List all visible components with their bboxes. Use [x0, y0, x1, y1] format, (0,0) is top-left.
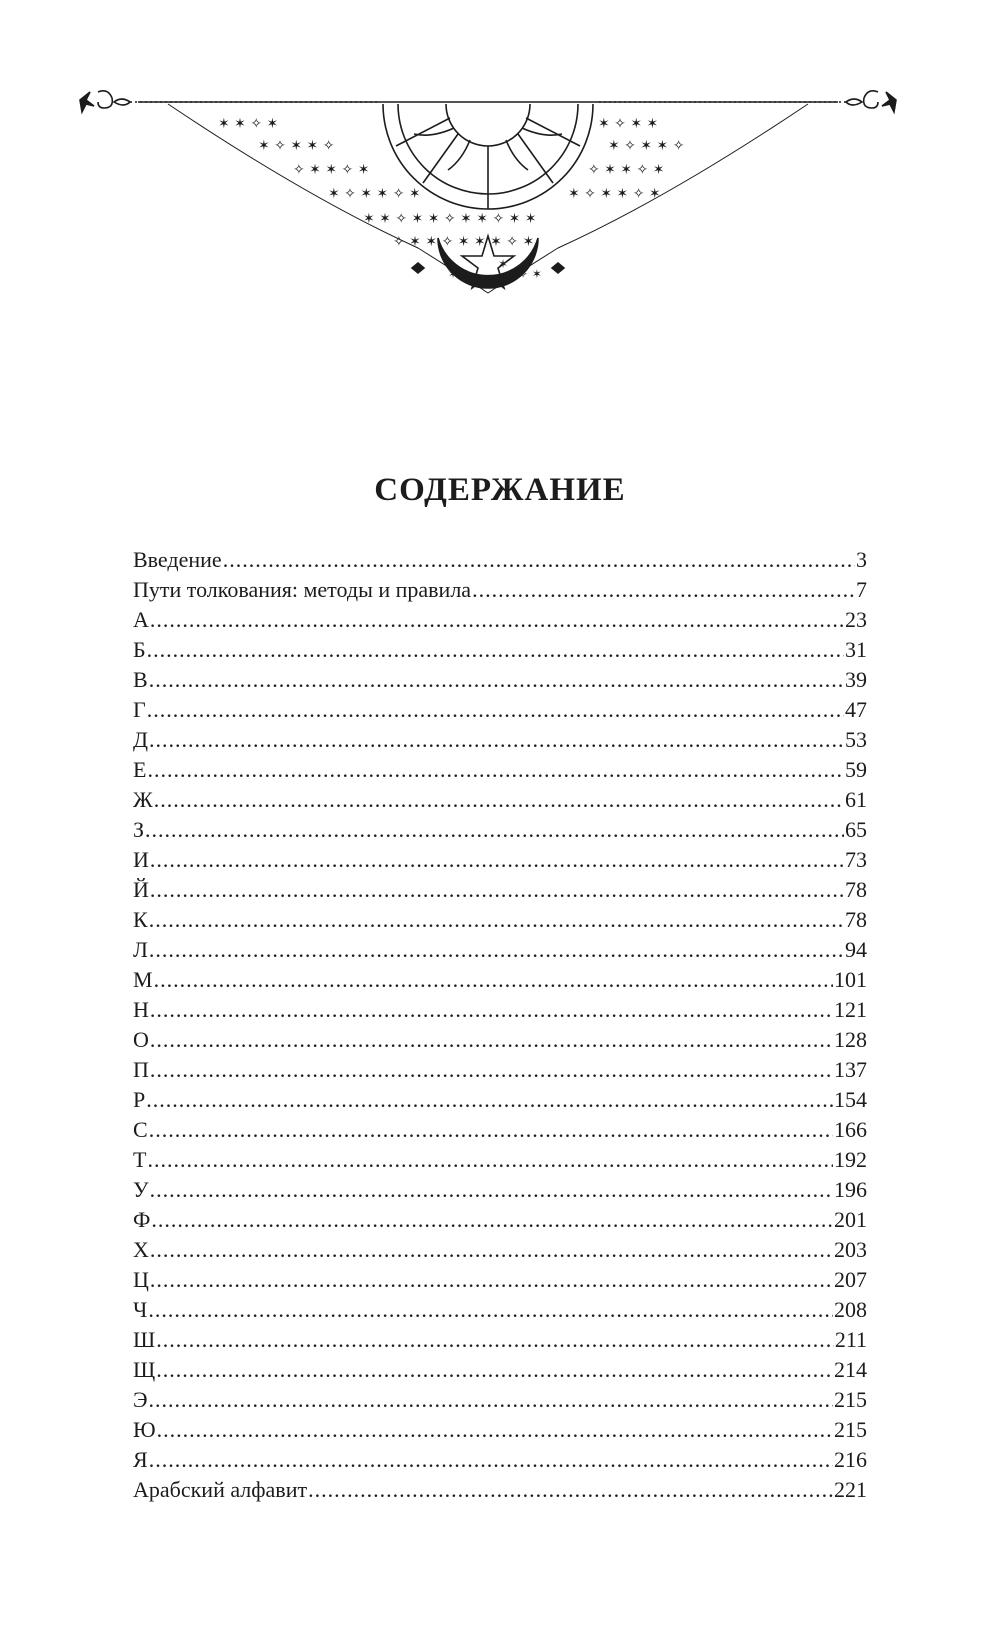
toc-entry-page-number: 154	[834, 1087, 867, 1112]
toc-entry	[133, 665, 867, 695]
dot-leader	[147, 635, 844, 665]
dot-leader	[146, 1085, 833, 1115]
toc-entry-page-number: 215	[834, 1387, 867, 1412]
scattered-stars	[218, 116, 685, 281]
toc-entry	[133, 785, 867, 815]
toc-entry	[133, 1355, 867, 1385]
dot-leader	[147, 695, 844, 725]
dot-leader	[156, 1355, 833, 1385]
toc-entry	[133, 1445, 867, 1475]
toc-entry-title: Ш	[133, 1327, 156, 1352]
toc-entry	[133, 905, 867, 935]
toc-entry-page-number: 78	[845, 877, 867, 902]
dot-leader	[472, 575, 855, 605]
dot-leader	[147, 755, 844, 785]
toc-entry-title: У	[133, 1177, 149, 1202]
dot-leader	[150, 1265, 833, 1295]
svg-text:✧ ✶ ✶ ✧ ✶: ✧ ✶ ✶ ✧ ✶	[293, 162, 370, 178]
toc-title: СОДЕРЖАНИЕ	[374, 472, 626, 508]
toc-entry	[133, 815, 867, 845]
toc-entry-title: М	[133, 967, 153, 992]
toc-entry-page-number: 215	[834, 1417, 867, 1442]
toc-entry	[133, 725, 867, 755]
dot-leader	[154, 785, 844, 815]
toc-entry-title: Пути толкования: методы и правила	[133, 577, 472, 602]
dot-leader	[149, 725, 844, 755]
toc-entry	[133, 965, 867, 995]
toc-list	[133, 545, 867, 1505]
toc-entry	[133, 1475, 867, 1505]
svg-text:✶: ✶	[498, 257, 509, 271]
toc-entry-page-number: 216	[834, 1447, 867, 1472]
toc-entry-title: С	[133, 1117, 148, 1142]
dot-leader	[150, 995, 833, 1025]
toc-entry	[133, 755, 867, 785]
toc-entry	[133, 1115, 867, 1145]
dot-leader	[156, 1325, 834, 1355]
toc-entry-page-number: 39	[845, 667, 867, 692]
toc-entry-title: Н	[133, 997, 149, 1022]
svg-text:✶ ✧ ✶ ✶: ✶ ✧ ✶ ✶	[598, 116, 659, 132]
toc-entry-page-number: 65	[845, 817, 867, 842]
dot-leader	[154, 965, 833, 995]
toc-entry-page-number: 73	[845, 847, 867, 872]
toc-entry-page-number: 211	[834, 1327, 867, 1352]
toc-entry-page-number: 166	[834, 1117, 867, 1142]
svg-text:✧ ✶ ✶ ✧ ✶ ✶ ✶ ✧ ✶: ✧ ✶ ✶ ✧ ✶ ✶ ✶ ✧ ✶	[393, 234, 535, 250]
toc-entry-title: Ц	[133, 1267, 149, 1292]
toc-entry	[133, 1265, 867, 1295]
toc-entry	[133, 935, 867, 965]
toc-entry-title: Е	[133, 757, 147, 782]
toc-entry-page-number: 101	[834, 967, 867, 992]
toc-entry	[133, 635, 867, 665]
toc-entry-title: А	[133, 607, 149, 632]
toc-entry	[133, 1205, 867, 1235]
toc-entry-page-number: 59	[845, 757, 867, 782]
toc-entry	[133, 1025, 867, 1055]
svg-text:✶ ✧ ✶ ✶ ✧ ✶: ✶ ✧ ✶ ✶ ✧ ✶	[328, 186, 421, 202]
svg-text:✶ ✶ ✧ ✶: ✶ ✶ ✧ ✶	[218, 116, 279, 132]
dot-leader	[151, 1205, 833, 1235]
svg-text:✧ ✶ ✶ ✧ ✶: ✧ ✶ ✶ ✧ ✶	[588, 162, 665, 178]
dot-leader	[150, 845, 844, 875]
toc-entry-page-number: 31	[845, 637, 867, 662]
toc-entry-page-number: 201	[834, 1207, 867, 1232]
toc-entry-page-number: 221	[834, 1477, 867, 1502]
toc-entry-page-number: 192	[834, 1147, 867, 1172]
toc-entry-page-number: 53	[845, 727, 867, 752]
svg-text:✶ ✧ ✶ ✶ ✧ ✶: ✶ ✧ ✶ ✶ ✧ ✶	[568, 186, 661, 202]
svg-text:✶ ✶ ✧ ✶ ✶ ✧ ✶ ✶ ✧ ✶ ✶: ✶ ✶ ✧ ✶ ✶ ✧ ✶ ✶ ✧ ✶ ✶	[363, 211, 537, 227]
sun-stars-ornament	[78, 78, 898, 308]
toc-entry-title: Д	[133, 727, 149, 752]
toc-entry-page-number: 47	[845, 697, 867, 722]
toc-entry	[133, 1175, 867, 1205]
toc-entry-page-number: 203	[834, 1237, 867, 1262]
toc-entry-title: Т	[133, 1147, 147, 1172]
toc-entry-page-number: 78	[845, 907, 867, 932]
toc-entry-page-number: 128	[834, 1027, 867, 1052]
toc-entry-page-number: 121	[834, 997, 867, 1022]
dot-leader	[149, 935, 844, 965]
toc-entry-title: Г	[133, 697, 146, 722]
svg-text:✶ ✧ ✶ ✶ ✧: ✶ ✧ ✶ ✶ ✧	[608, 138, 685, 154]
dot-leader	[149, 1385, 833, 1415]
toc-entry-page-number: 196	[834, 1177, 867, 1202]
toc-entry-page-number: 3	[856, 547, 867, 572]
toc-entry-title: Введение	[133, 547, 222, 572]
dot-leader	[149, 665, 844, 695]
dot-leader	[150, 875, 844, 905]
svg-text:✶ ✧: ✶ ✧	[448, 267, 472, 281]
toc-entry	[133, 575, 867, 605]
toc-entry-title: П	[133, 1057, 149, 1082]
toc-entry-page-number: 214	[834, 1357, 867, 1382]
toc-entry-title: И	[133, 847, 149, 872]
toc-entry-page-number: 94	[845, 937, 867, 962]
toc-entry	[133, 1415, 867, 1445]
toc-entry	[133, 1385, 867, 1415]
toc-entry-page-number: 207	[834, 1267, 867, 1292]
toc-entry-title: З	[133, 817, 145, 842]
toc-entry-title: В	[133, 667, 148, 692]
dot-leader	[150, 1025, 833, 1055]
toc-entry-page-number: 137	[834, 1057, 867, 1082]
dot-leader	[149, 905, 844, 935]
toc-entry	[133, 545, 867, 575]
toc-entry-title: Щ	[133, 1357, 156, 1382]
toc-entry	[133, 695, 867, 725]
dot-leader	[150, 1175, 833, 1205]
toc-entry-page-number: 61	[845, 787, 867, 812]
toc-entry	[133, 875, 867, 905]
dot-leader	[150, 1055, 833, 1085]
toc-entry	[133, 995, 867, 1025]
toc-entry-title: Ф	[133, 1207, 151, 1232]
dot-leader	[157, 1415, 833, 1445]
toc-entry	[133, 605, 867, 635]
toc-entry-title: Л	[133, 937, 148, 962]
toc-entry-title: Э	[133, 1387, 148, 1412]
dot-leader	[148, 1295, 833, 1325]
toc-entry-title: Б	[133, 637, 146, 662]
toc-entry-title: Р	[133, 1087, 146, 1112]
toc-entry	[133, 1145, 867, 1175]
svg-text:✶ ✧ ✶ ✶ ✧: ✶ ✧ ✶ ✶ ✧	[258, 138, 335, 154]
toc-entry-title: Я	[133, 1447, 148, 1472]
toc-entry-page-number: 7	[856, 577, 867, 602]
toc-entry-page-number: 23	[845, 607, 867, 632]
dot-leader	[149, 1445, 833, 1475]
svg-text:✧ ✶: ✧ ✶	[518, 267, 542, 281]
dot-leader	[223, 545, 855, 575]
toc-entry	[133, 1055, 867, 1085]
dot-leader	[145, 815, 844, 845]
toc-entry-title: Х	[133, 1237, 149, 1262]
dot-leader	[149, 1115, 833, 1145]
dot-leader	[150, 605, 844, 635]
toc-entry	[133, 1235, 867, 1265]
toc-entry-title: Ч	[133, 1297, 148, 1322]
toc-entry-title: Й	[133, 877, 149, 902]
toc-entry	[133, 1085, 867, 1115]
toc-entry	[133, 1295, 867, 1325]
toc-entry	[133, 845, 867, 875]
toc-entry-title: Ж	[133, 787, 153, 812]
dot-leader	[147, 1145, 833, 1175]
toc-entry-title: К	[133, 907, 148, 932]
dot-leader	[150, 1235, 833, 1265]
toc-entry-page-number: 208	[834, 1297, 867, 1322]
toc-entry-title: Арабский алфавит	[133, 1477, 308, 1502]
toc-entry	[133, 1325, 867, 1355]
toc-entry-title: О	[133, 1027, 149, 1052]
toc-entry-title: Ю	[133, 1417, 156, 1442]
dot-leader	[308, 1475, 833, 1505]
